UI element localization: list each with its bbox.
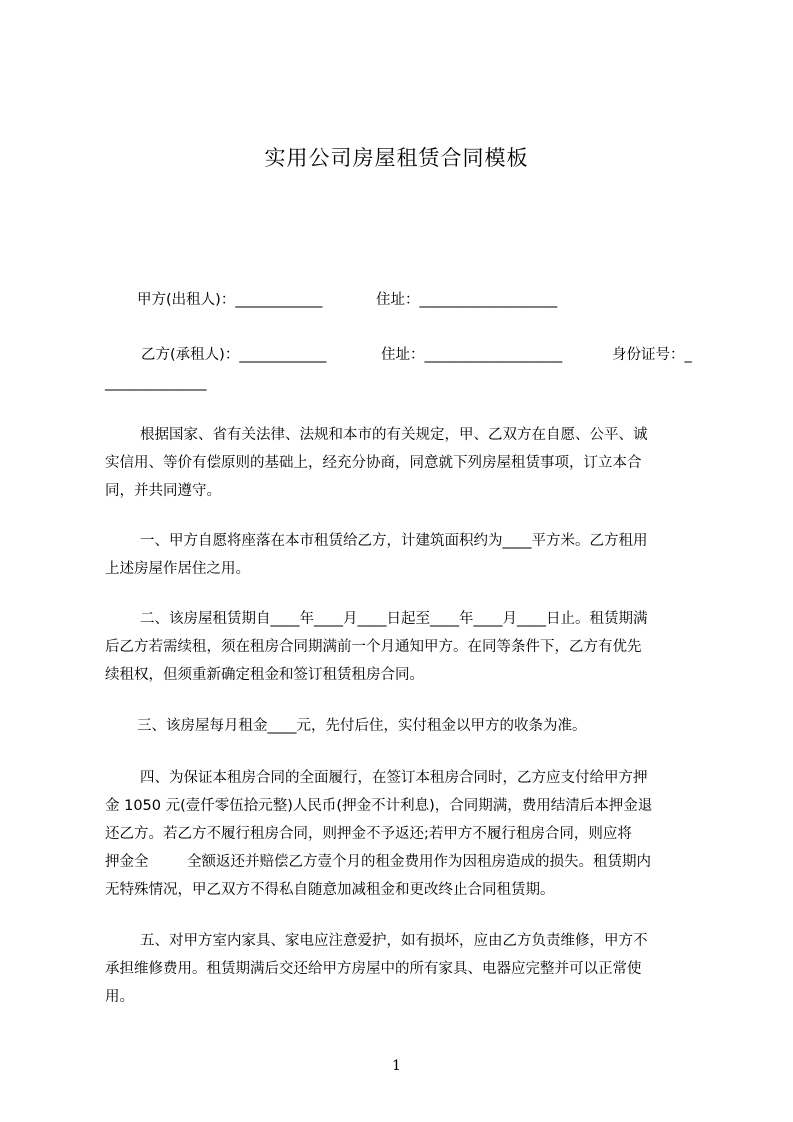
clause-5-line-1: 五、对甲方室内家具、家电应注意爱护，如有损坏，应由乙方负责维修，甲方不 xyxy=(140,933,648,949)
clause-2-line-1: 二、该房屋租赁期自____年____月____日起至____年____月____日止。租赁期满 xyxy=(140,611,648,627)
page-number: 1 xyxy=(392,1058,401,1074)
clause-4-line-1: 四、为保证本租房合同的全面履行，在签订本租房合同时，乙方应支付给甲方押 xyxy=(140,770,648,786)
party-b-id-label: 身份证号：_ xyxy=(612,347,692,363)
party-b-id-continuation: ______________ xyxy=(105,375,207,391)
clause-1-line-2: 上述房屋作居住之用。 xyxy=(105,561,250,577)
clause-1-line-1: 一、甲方自愿将座落在本市租赁给乙方，计建筑面积约为____平方米。乙方租用 xyxy=(140,533,648,549)
party-b-label: 乙方(承租人)：____________ xyxy=(141,347,327,363)
clause-5-line-2: 承担维修费用。租赁期满后交还给甲方房屋中的所有家具、电器应完整并可以正常使 xyxy=(105,961,642,977)
clause-3-line-1: 三、该房屋每月租金____元，先付后住，实付租金以甲方的收条为准。 xyxy=(137,718,587,734)
clause-5-line-3: 用。 xyxy=(105,989,134,1005)
clause-4-line-3: 还乙方。若乙方不履行租房合同，则押金不予返还;若甲方不履行租房合同，则应将 xyxy=(105,826,632,842)
preamble-line-3: 同，并共同遵守。 xyxy=(105,483,221,499)
preamble-line-2: 实信用、等价有偿原则的基础上，经充分协商，同意就下列房屋租赁事项，订立本合 xyxy=(105,455,642,471)
document-title: 实用公司房屋租赁合同模板 xyxy=(264,146,529,170)
clause-2-line-3: 续租权，但须重新确定租金和签订租赁租房合同。 xyxy=(105,667,424,683)
party-b-address: 住址：___________________ xyxy=(381,347,563,363)
preamble-line-1: 根据国家、省有关法律、法规和本市的有关规定，甲、乙双方在自愿、公平、诚 xyxy=(140,427,648,443)
party-a-label: 甲方(出租人)：____________ xyxy=(137,292,323,308)
clause-4-line-4a: 押金全 xyxy=(105,854,149,870)
clause-2-line-2: 后乙方若需续租，须在租房合同期满前一个月通知甲方。在同等条件下，乙方有优先 xyxy=(105,639,642,655)
party-a-address: 住址：___________________ xyxy=(376,292,558,308)
clause-4-line-4b: 全额返还并赔偿乙方壹个月的租金费用作为因租房造成的损失。租赁期内 xyxy=(187,854,651,870)
clause-4-line-2: 金 1050 元(壹仟零伍拾元整)人民币(押金不计利息)，合同期满，费用结清后本押金退 xyxy=(105,798,653,814)
clause-4-line-5: 无特殊情况，甲乙双方不得私自随意加减租金和更改终止合同租赁期。 xyxy=(105,882,555,898)
